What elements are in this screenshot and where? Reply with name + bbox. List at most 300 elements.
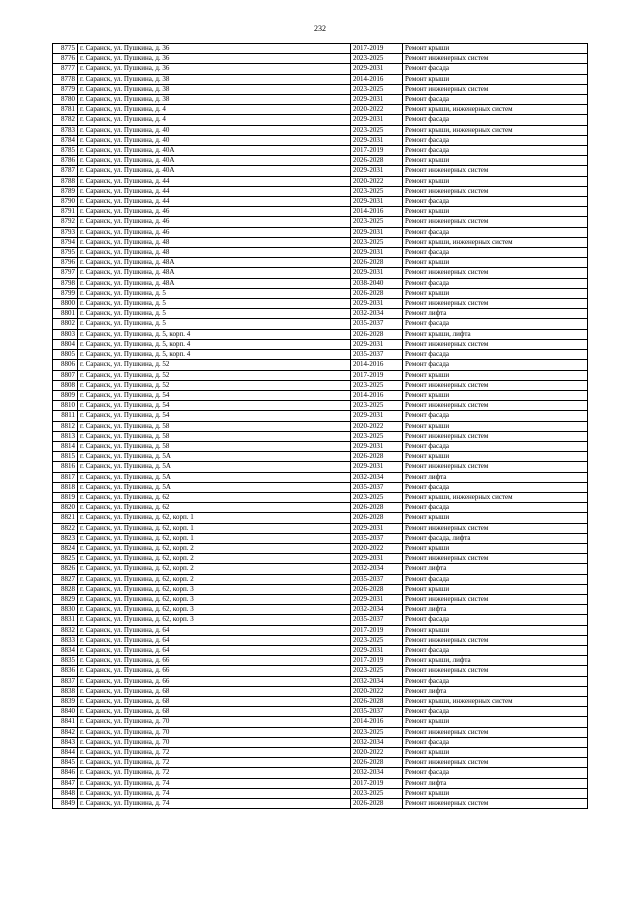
address-cell: г. Саранск, ул. Пушкина, д. 5А xyxy=(78,472,351,482)
period-cell: 2023-2025 xyxy=(351,431,403,441)
row-number-cell: 8795 xyxy=(53,248,78,258)
period-cell: 2020-2022 xyxy=(351,686,403,696)
address-cell: г. Саранск, ул. Пушкина, д. 74 xyxy=(78,788,351,798)
period-cell: 2035-2037 xyxy=(351,615,403,625)
address-cell: г. Саранск, ул. Пушкина, д. 54 xyxy=(78,390,351,400)
row-number-cell: 8797 xyxy=(53,268,78,278)
address-cell: г. Саранск, ул. Пушкина, д. 40А xyxy=(78,156,351,166)
work-type-cell: Ремонт лифта xyxy=(403,564,588,574)
work-type-cell: Ремонт фасада xyxy=(403,707,588,717)
table-row xyxy=(53,115,588,125)
address-cell: г. Саранск, ул. Пушкина, д. 4 xyxy=(78,115,351,125)
table-row xyxy=(53,737,588,747)
row-number-cell: 8793 xyxy=(53,227,78,237)
period-cell: 2026-2028 xyxy=(351,799,403,809)
row-number-cell: 8832 xyxy=(53,625,78,635)
address-cell: г. Саранск, ул. Пушкина, д. 74 xyxy=(78,799,351,809)
row-number-cell: 8813 xyxy=(53,431,78,441)
table-row xyxy=(53,768,588,778)
period-cell: 2035-2037 xyxy=(351,319,403,329)
work-type-cell: Ремонт крыши, лифта xyxy=(403,656,588,666)
table-row xyxy=(53,605,588,615)
work-type-cell: Ремонт лифта xyxy=(403,605,588,615)
address-cell: г. Саранск, ул. Пушкина, д. 58 xyxy=(78,441,351,451)
work-type-cell: Ремонт инженерных систем xyxy=(403,380,588,390)
row-number-cell: 8786 xyxy=(53,156,78,166)
period-cell: 2020-2022 xyxy=(351,421,403,431)
address-cell: г. Саранск, ул. Пушкина, д. 62, корп. 2 xyxy=(78,564,351,574)
address-cell: г. Саранск, ул. Пушкина, д. 44 xyxy=(78,186,351,196)
table-row xyxy=(53,237,588,247)
period-cell: 2026-2028 xyxy=(351,452,403,462)
row-number-cell: 8819 xyxy=(53,492,78,502)
address-cell: г. Саранск, ул. Пушкина, д. 64 xyxy=(78,635,351,645)
row-number-cell: 8849 xyxy=(53,799,78,809)
work-type-cell: Ремонт крыши, инженерных систем xyxy=(403,237,588,247)
address-cell: г. Саранск, ул. Пушкина, д. 70 xyxy=(78,737,351,747)
row-number-cell: 8833 xyxy=(53,635,78,645)
work-type-cell: Ремонт фасада xyxy=(403,227,588,237)
row-number-cell: 8779 xyxy=(53,84,78,94)
row-number-cell: 8824 xyxy=(53,543,78,553)
work-type-cell: Ремонт инженерных систем xyxy=(403,186,588,196)
period-cell: 2023-2025 xyxy=(351,788,403,798)
address-cell: г. Саранск, ул. Пушкина, д. 5А xyxy=(78,452,351,462)
work-type-cell: Ремонт лифта xyxy=(403,472,588,482)
work-type-cell: Ремонт инженерных систем xyxy=(403,635,588,645)
row-number-cell: 8796 xyxy=(53,258,78,268)
table-row xyxy=(53,411,588,421)
address-cell: г. Саранск, ул. Пушкина, д. 70 xyxy=(78,727,351,737)
table-row xyxy=(53,431,588,441)
table-row xyxy=(53,635,588,645)
period-cell: 2020-2022 xyxy=(351,176,403,186)
row-number-cell: 8826 xyxy=(53,564,78,574)
address-cell: г. Саранск, ул. Пушкина, д. 68 xyxy=(78,697,351,707)
work-type-cell: Ремонт фасада xyxy=(403,360,588,370)
work-type-cell: Ремонт крыши xyxy=(403,748,588,758)
work-type-cell: Ремонт инженерных систем xyxy=(403,554,588,564)
row-number-cell: 8783 xyxy=(53,125,78,135)
table-row xyxy=(53,666,588,676)
work-type-cell: Ремонт фасада xyxy=(403,115,588,125)
address-cell: г. Саранск, ул. Пушкина, д. 5 xyxy=(78,309,351,319)
table-row xyxy=(53,727,588,737)
period-cell: 2023-2025 xyxy=(351,380,403,390)
row-number-cell: 8838 xyxy=(53,686,78,696)
period-cell: 2026-2028 xyxy=(351,758,403,768)
period-cell: 2026-2028 xyxy=(351,258,403,268)
row-number-cell: 8835 xyxy=(53,656,78,666)
period-cell: 2029-2031 xyxy=(351,523,403,533)
address-cell: г. Саранск, ул. Пушкина, д. 5, корп. 4 xyxy=(78,329,351,339)
table-row xyxy=(53,554,588,564)
table-row xyxy=(53,258,588,268)
table-row xyxy=(53,421,588,431)
table-row xyxy=(53,513,588,523)
period-cell: 2017-2019 xyxy=(351,625,403,635)
row-number-cell: 8836 xyxy=(53,666,78,676)
work-type-cell: Ремонт фасада xyxy=(403,482,588,492)
work-type-cell: Ремонт крыши xyxy=(403,370,588,380)
row-number-cell: 8834 xyxy=(53,645,78,655)
period-cell: 2020-2022 xyxy=(351,543,403,553)
row-number-cell: 8817 xyxy=(53,472,78,482)
period-cell: 2029-2031 xyxy=(351,95,403,105)
period-cell: 2026-2028 xyxy=(351,288,403,298)
work-type-cell: Ремонт фасада xyxy=(403,350,588,360)
period-cell: 2023-2025 xyxy=(351,186,403,196)
period-cell: 2029-2031 xyxy=(351,268,403,278)
work-type-cell: Ремонт фасада xyxy=(403,95,588,105)
table-row xyxy=(53,166,588,176)
row-number-cell: 8789 xyxy=(53,186,78,196)
table-row xyxy=(53,401,588,411)
work-type-cell: Ремонт инженерных систем xyxy=(403,299,588,309)
period-cell: 2032-2034 xyxy=(351,564,403,574)
work-type-cell: Ремонт крыши, инженерных систем xyxy=(403,105,588,115)
address-cell: г. Саранск, ул. Пушкина, д. 5, корп. 4 xyxy=(78,339,351,349)
work-type-cell: Ремонт фасада xyxy=(403,319,588,329)
work-type-cell: Ремонт инженерных систем xyxy=(403,594,588,604)
period-cell: 2026-2028 xyxy=(351,513,403,523)
address-cell: г. Саранск, ул. Пушкина, д. 62, корп. 1 xyxy=(78,523,351,533)
period-cell: 2029-2031 xyxy=(351,197,403,207)
address-cell: г. Саранск, ул. Пушкина, д. 48А xyxy=(78,258,351,268)
work-type-cell: Ремонт фасада xyxy=(403,615,588,625)
table-row xyxy=(53,390,588,400)
work-type-cell: Ремонт фасада xyxy=(403,411,588,421)
period-cell: 2023-2025 xyxy=(351,54,403,64)
work-type-cell: Ремонт инженерных систем xyxy=(403,166,588,176)
table-row xyxy=(53,564,588,574)
address-cell: г. Саранск, ул. Пушкина, д. 36 xyxy=(78,64,351,74)
table-row xyxy=(53,64,588,74)
period-cell: 2014-2016 xyxy=(351,207,403,217)
table-row xyxy=(53,227,588,237)
period-cell: 2026-2028 xyxy=(351,697,403,707)
period-cell: 2023-2025 xyxy=(351,401,403,411)
table-row xyxy=(53,482,588,492)
row-number-cell: 8785 xyxy=(53,146,78,156)
period-cell: 2035-2037 xyxy=(351,707,403,717)
work-type-cell: Ремонт фасада xyxy=(403,278,588,288)
row-number-cell: 8805 xyxy=(53,350,78,360)
address-cell: г. Саранск, ул. Пушкина, д. 52 xyxy=(78,360,351,370)
table-row xyxy=(53,146,588,156)
row-number-cell: 8840 xyxy=(53,707,78,717)
period-cell: 2023-2025 xyxy=(351,237,403,247)
period-cell: 2014-2016 xyxy=(351,390,403,400)
table-row xyxy=(53,697,588,707)
period-cell: 2029-2031 xyxy=(351,248,403,258)
period-cell: 2017-2019 xyxy=(351,656,403,666)
table-row xyxy=(53,758,588,768)
table-row xyxy=(53,176,588,186)
work-type-cell: Ремонт фасада xyxy=(403,441,588,451)
work-type-cell: Ремонт фасада xyxy=(403,135,588,145)
address-cell: г. Саранск, ул. Пушкина, д. 52 xyxy=(78,380,351,390)
work-type-cell: Ремонт инженерных систем xyxy=(403,799,588,809)
table-row xyxy=(53,748,588,758)
row-number-cell: 8810 xyxy=(53,401,78,411)
row-number-cell: 8804 xyxy=(53,339,78,349)
period-cell: 2029-2031 xyxy=(351,441,403,451)
period-cell: 2023-2025 xyxy=(351,727,403,737)
work-type-cell: Ремонт инженерных систем xyxy=(403,758,588,768)
row-number-cell: 8839 xyxy=(53,697,78,707)
table-row xyxy=(53,778,588,788)
row-number-cell: 8776 xyxy=(53,54,78,64)
period-cell: 2035-2037 xyxy=(351,533,403,543)
period-cell: 2014-2016 xyxy=(351,717,403,727)
row-number-cell: 8787 xyxy=(53,166,78,176)
address-cell: г. Саранск, ул. Пушкина, д. 40 xyxy=(78,135,351,145)
address-cell: г. Саранск, ул. Пушкина, д. 74 xyxy=(78,778,351,788)
work-type-cell: Ремонт фасада xyxy=(403,574,588,584)
period-cell: 2029-2031 xyxy=(351,135,403,145)
address-cell: г. Саранск, ул. Пушкина, д. 40А xyxy=(78,166,351,176)
work-type-cell: Ремонт крыши xyxy=(403,74,588,84)
row-number-cell: 8846 xyxy=(53,768,78,778)
row-number-cell: 8782 xyxy=(53,115,78,125)
row-number-cell: 8775 xyxy=(53,44,78,54)
period-cell: 2032-2034 xyxy=(351,676,403,686)
table-row xyxy=(53,329,588,339)
period-cell: 2029-2031 xyxy=(351,227,403,237)
address-cell: г. Саранск, ул. Пушкина, д. 72 xyxy=(78,748,351,758)
period-cell: 2023-2025 xyxy=(351,217,403,227)
address-cell: г. Саранск, ул. Пушкина, д. 44 xyxy=(78,197,351,207)
row-number-cell: 8812 xyxy=(53,421,78,431)
work-type-cell: Ремонт инженерных систем xyxy=(403,54,588,64)
work-type-cell: Ремонт крыши xyxy=(403,513,588,523)
work-type-cell: Ремонт крыши xyxy=(403,258,588,268)
work-type-cell: Ремонт инженерных систем xyxy=(403,268,588,278)
table-row xyxy=(53,472,588,482)
table-row xyxy=(53,370,588,380)
period-cell: 2026-2028 xyxy=(351,329,403,339)
work-type-cell: Ремонт крыши xyxy=(403,44,588,54)
period-cell: 2032-2034 xyxy=(351,768,403,778)
work-type-cell: Ремонт инженерных систем xyxy=(403,462,588,472)
work-type-cell: Ремонт крыши xyxy=(403,584,588,594)
table-row xyxy=(53,441,588,451)
table-row xyxy=(53,268,588,278)
row-number-cell: 8802 xyxy=(53,319,78,329)
table-row xyxy=(53,676,588,686)
work-type-cell: Ремонт фасада xyxy=(403,248,588,258)
address-cell: г. Саранск, ул. Пушкина, д. 62 xyxy=(78,503,351,513)
work-type-cell: Ремонт лифта xyxy=(403,686,588,696)
period-cell: 2035-2037 xyxy=(351,482,403,492)
table-row xyxy=(53,156,588,166)
row-number-cell: 8843 xyxy=(53,737,78,747)
address-cell: г. Саранск, ул. Пушкина, д. 68 xyxy=(78,686,351,696)
work-type-cell: Ремонт крыши xyxy=(403,452,588,462)
table-row xyxy=(53,44,588,54)
address-cell: г. Саранск, ул. Пушкина, д. 36 xyxy=(78,44,351,54)
period-cell: 2035-2037 xyxy=(351,574,403,584)
row-number-cell: 8778 xyxy=(53,74,78,84)
period-cell: 2020-2022 xyxy=(351,105,403,115)
work-type-cell: Ремонт лифта xyxy=(403,778,588,788)
address-cell: г. Саранск, ул. Пушкина, д. 46 xyxy=(78,217,351,227)
work-type-cell: Ремонт крыши xyxy=(403,421,588,431)
work-type-cell: Ремонт крыши xyxy=(403,176,588,186)
table-body xyxy=(53,44,588,809)
address-cell: г. Саранск, ул. Пушкина, д. 62, корп. 3 xyxy=(78,615,351,625)
table-row xyxy=(53,380,588,390)
row-number-cell: 8841 xyxy=(53,717,78,727)
address-cell: г. Саранск, ул. Пушкина, д. 58 xyxy=(78,421,351,431)
row-number-cell: 8822 xyxy=(53,523,78,533)
work-type-cell: Ремонт инженерных систем xyxy=(403,727,588,737)
period-cell: 2035-2037 xyxy=(351,350,403,360)
period-cell: 2029-2031 xyxy=(351,411,403,421)
row-number-cell: 8844 xyxy=(53,748,78,758)
period-cell: 2029-2031 xyxy=(351,166,403,176)
work-type-cell: Ремонт крыши xyxy=(403,288,588,298)
period-cell: 2017-2019 xyxy=(351,44,403,54)
work-type-cell: Ремонт крыши xyxy=(403,543,588,553)
period-cell: 2023-2025 xyxy=(351,666,403,676)
period-cell: 2026-2028 xyxy=(351,156,403,166)
address-cell: г. Саранск, ул. Пушкина, д. 72 xyxy=(78,758,351,768)
table-row xyxy=(53,248,588,258)
table-row xyxy=(53,543,588,553)
work-type-cell: Ремонт инженерных систем xyxy=(403,339,588,349)
table-row xyxy=(53,95,588,105)
row-number-cell: 8781 xyxy=(53,105,78,115)
work-type-cell: Ремонт фасада xyxy=(403,768,588,778)
work-type-cell: Ремонт лифта xyxy=(403,309,588,319)
table-row xyxy=(53,533,588,543)
table-row xyxy=(53,84,588,94)
work-type-cell: Ремонт фасада xyxy=(403,676,588,686)
work-type-cell: Ремонт инженерных систем xyxy=(403,401,588,411)
row-number-cell: 8821 xyxy=(53,513,78,523)
table-row xyxy=(53,309,588,319)
period-cell: 2023-2025 xyxy=(351,492,403,502)
row-number-cell: 8847 xyxy=(53,778,78,788)
work-type-cell: Ремонт фасада xyxy=(403,197,588,207)
period-cell: 2023-2025 xyxy=(351,84,403,94)
table-row xyxy=(53,217,588,227)
row-number-cell: 8777 xyxy=(53,64,78,74)
address-cell: г. Саранск, ул. Пушкина, д. 40 xyxy=(78,125,351,135)
address-cell: г. Саранск, ул. Пушкина, д. 5А xyxy=(78,482,351,492)
repair-schedule-table xyxy=(52,43,588,809)
table-row xyxy=(53,186,588,196)
table-row xyxy=(53,350,588,360)
table-row xyxy=(53,299,588,309)
row-number-cell: 8828 xyxy=(53,584,78,594)
period-cell: 2023-2025 xyxy=(351,125,403,135)
address-cell: г. Саранск, ул. Пушкина, д. 5 xyxy=(78,299,351,309)
table-row xyxy=(53,360,588,370)
period-cell: 2029-2031 xyxy=(351,64,403,74)
period-cell: 2029-2031 xyxy=(351,554,403,564)
table-row xyxy=(53,788,588,798)
address-cell: г. Саранск, ул. Пушкина, д. 62 xyxy=(78,492,351,502)
address-cell: г. Саранск, ул. Пушкина, д. 62, корп. 3 xyxy=(78,584,351,594)
period-cell: 2032-2034 xyxy=(351,737,403,747)
row-number-cell: 8816 xyxy=(53,462,78,472)
period-cell: 2023-2025 xyxy=(351,635,403,645)
work-type-cell: Ремонт крыши xyxy=(403,788,588,798)
work-type-cell: Ремонт инженерных систем xyxy=(403,217,588,227)
period-cell: 2032-2034 xyxy=(351,472,403,482)
table-row xyxy=(53,625,588,635)
address-cell: г. Саранск, ул. Пушкина, д. 62, корп. 2 xyxy=(78,574,351,584)
work-type-cell: Ремонт крыши xyxy=(403,625,588,635)
row-number-cell: 8818 xyxy=(53,482,78,492)
work-type-cell: Ремонт крыши xyxy=(403,156,588,166)
table-row xyxy=(53,74,588,84)
period-cell: 2032-2034 xyxy=(351,309,403,319)
row-number-cell: 8790 xyxy=(53,197,78,207)
period-cell: 2026-2028 xyxy=(351,503,403,513)
page-number: 232 xyxy=(314,24,326,33)
table-row xyxy=(53,452,588,462)
period-cell: 2032-2034 xyxy=(351,605,403,615)
table-row xyxy=(53,339,588,349)
row-number-cell: 8827 xyxy=(53,574,78,584)
table-row xyxy=(53,799,588,809)
row-number-cell: 8809 xyxy=(53,390,78,400)
address-cell: г. Саранск, ул. Пушкина, д. 5 xyxy=(78,288,351,298)
work-type-cell: Ремонт инженерных систем xyxy=(403,84,588,94)
address-cell: г. Саранск, ул. Пушкина, д. 48А xyxy=(78,268,351,278)
row-number-cell: 8780 xyxy=(53,95,78,105)
row-number-cell: 8792 xyxy=(53,217,78,227)
row-number-cell: 8842 xyxy=(53,727,78,737)
address-cell: г. Саранск, ул. Пушкина, д. 48 xyxy=(78,248,351,258)
address-cell: г. Саранск, ул. Пушкина, д. 70 xyxy=(78,717,351,727)
row-number-cell: 8799 xyxy=(53,288,78,298)
table-row xyxy=(53,135,588,145)
address-cell: г. Саранск, ул. Пушкина, д. 66 xyxy=(78,656,351,666)
row-number-cell: 8815 xyxy=(53,452,78,462)
address-cell: г. Саранск, ул. Пушкина, д. 5А xyxy=(78,462,351,472)
row-number-cell: 8829 xyxy=(53,594,78,604)
row-number-cell: 8806 xyxy=(53,360,78,370)
work-type-cell: Ремонт крыши xyxy=(403,717,588,727)
row-number-cell: 8811 xyxy=(53,411,78,421)
address-cell: г. Саранск, ул. Пушкина, д. 52 xyxy=(78,370,351,380)
address-cell: г. Саранск, ул. Пушкина, д. 64 xyxy=(78,645,351,655)
table-row xyxy=(53,656,588,666)
table-row xyxy=(53,594,588,604)
row-number-cell: 8830 xyxy=(53,605,78,615)
address-cell: г. Саранск, ул. Пушкина, д. 62, корп. 2 xyxy=(78,554,351,564)
address-cell: г. Саранск, ул. Пушкина, д. 38 xyxy=(78,84,351,94)
period-cell: 2017-2019 xyxy=(351,370,403,380)
table-row xyxy=(53,288,588,298)
address-cell: г. Саранск, ул. Пушкина, д. 44 xyxy=(78,176,351,186)
period-cell: 2029-2031 xyxy=(351,339,403,349)
table-row xyxy=(53,492,588,502)
address-cell: г. Саранск, ул. Пушкина, д. 46 xyxy=(78,227,351,237)
address-cell: г. Саранск, ул. Пушкина, д. 54 xyxy=(78,401,351,411)
row-number-cell: 8798 xyxy=(53,278,78,288)
table-row xyxy=(53,717,588,727)
table-row xyxy=(53,584,588,594)
address-cell: г. Саранск, ул. Пушкина, д. 5 xyxy=(78,319,351,329)
address-cell: г. Саранск, ул. Пушкина, д. 66 xyxy=(78,666,351,676)
work-type-cell: Ремонт фасада xyxy=(403,503,588,513)
